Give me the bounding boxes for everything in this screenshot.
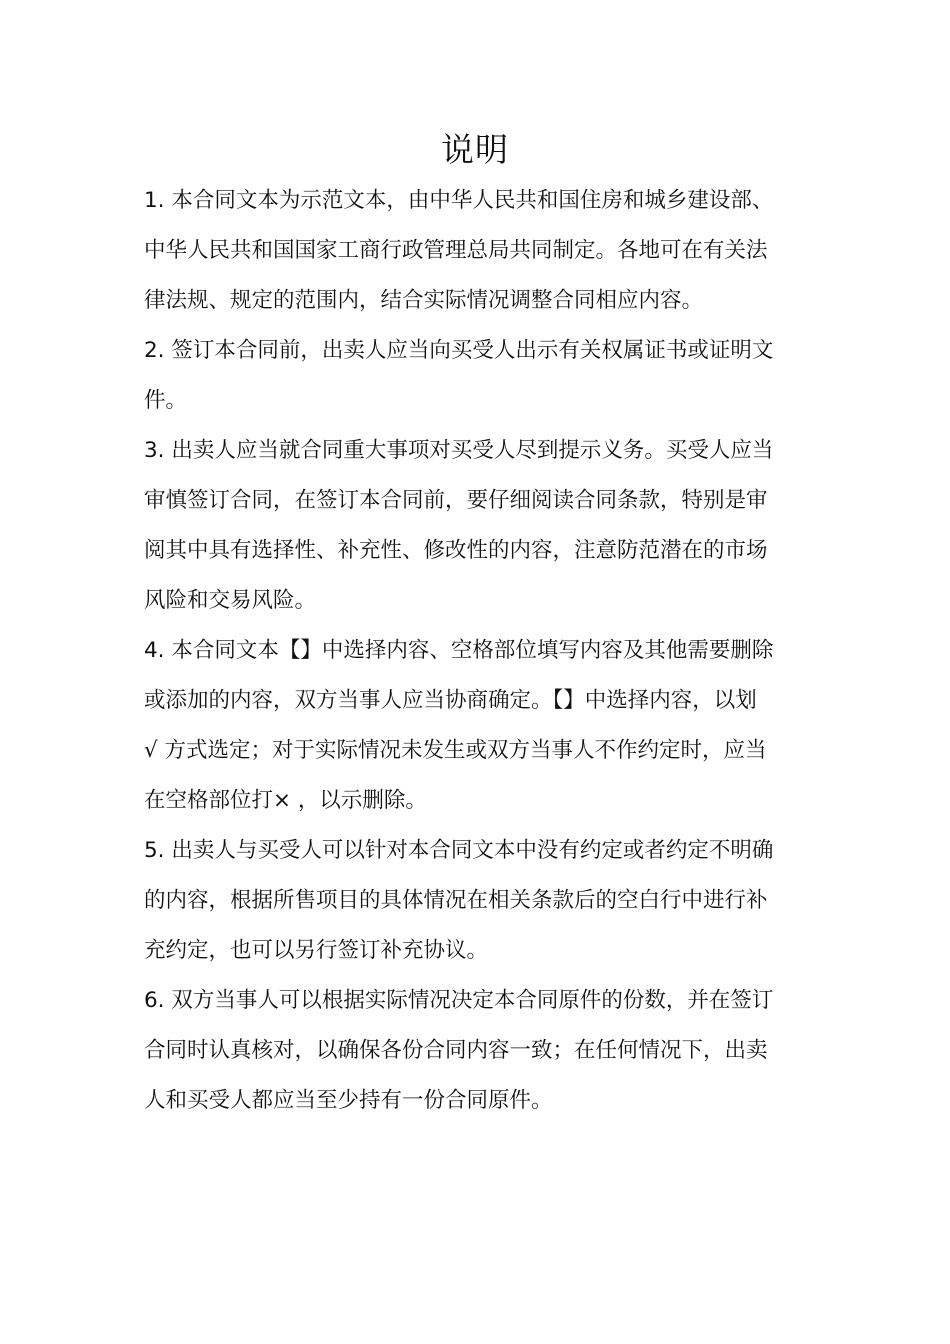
paragraph-line: 6. 双方当事人可以根据实际情况决定本合同原件的份数，并在签订 — [144, 988, 774, 1013]
paragraph-line: 5. 出卖人与买受人可以针对本合同文本中没有约定或者约定不明确 — [144, 838, 774, 863]
paragraph-line: 或添加的内容，双方当事人应当协商确定。【】中选择内容，以划 — [144, 688, 757, 713]
paragraph-2 — [144, 326, 806, 426]
paragraph-line: 审慎签订合同，在签订本合同前，要仔细阅读合同条款，特别是审 — [144, 488, 768, 513]
paragraph-line: 1. 本合同文本为示范文本，由中华人民共和国住房和城乡建设部、 — [144, 188, 774, 213]
paragraph-line: 风险和交易风险。 — [144, 588, 317, 613]
paragraph-line: 合同时认真核对，以确保各份合同内容一致；在任何情况下，出卖 — [144, 1038, 768, 1063]
paragraph-line: 3. 出卖人应当就合同重大事项对买受人尽到提示义务。买受人应当 — [144, 438, 774, 463]
paragraph-line: 律法规、规定的范围内，结合实际情况调整合同相应内容。 — [144, 288, 704, 313]
paragraph-line: 阅其中具有选择性、补充性、修改性的内容，注意防范潜在的市场 — [144, 538, 768, 563]
paragraph-line: 件。 — [144, 388, 188, 413]
paragraph-line: √ 方式选定；对于实际情况未发生或双方当事人不作约定时，应当 — [144, 738, 767, 763]
paragraph-line: 在空格部位打× ，以示删除。 — [144, 788, 427, 813]
page-title: 说明 — [441, 130, 509, 169]
paragraph-1 — [144, 176, 806, 326]
paragraph-line: 中华人民共和国国家工商行政管理总局共同制定。各地可在有关法 — [144, 238, 768, 263]
paragraph-line: 2. 签订本合同前，出卖人应当向买受人出示有关权属证书或证明文 — [144, 338, 774, 363]
paragraph-6 — [144, 976, 806, 1126]
paragraph-3 — [144, 426, 806, 626]
paragraph-5 — [144, 826, 806, 976]
paragraph-line: 4. 本合同文本【】中选择内容、空格部位填写内容及其他需要删除 — [144, 638, 774, 663]
paragraph-line: 的内容，根据所售项目的具体情况在相关条款后的空白行中进行补 — [144, 888, 768, 913]
paragraph-line: 人和买受人都应当至少持有一份合同原件。 — [144, 1088, 553, 1113]
paragraph-4 — [144, 626, 806, 826]
paragraph-line: 充约定，也可以另行签订补充协议。 — [144, 938, 489, 963]
instructions-body — [144, 176, 806, 1126]
